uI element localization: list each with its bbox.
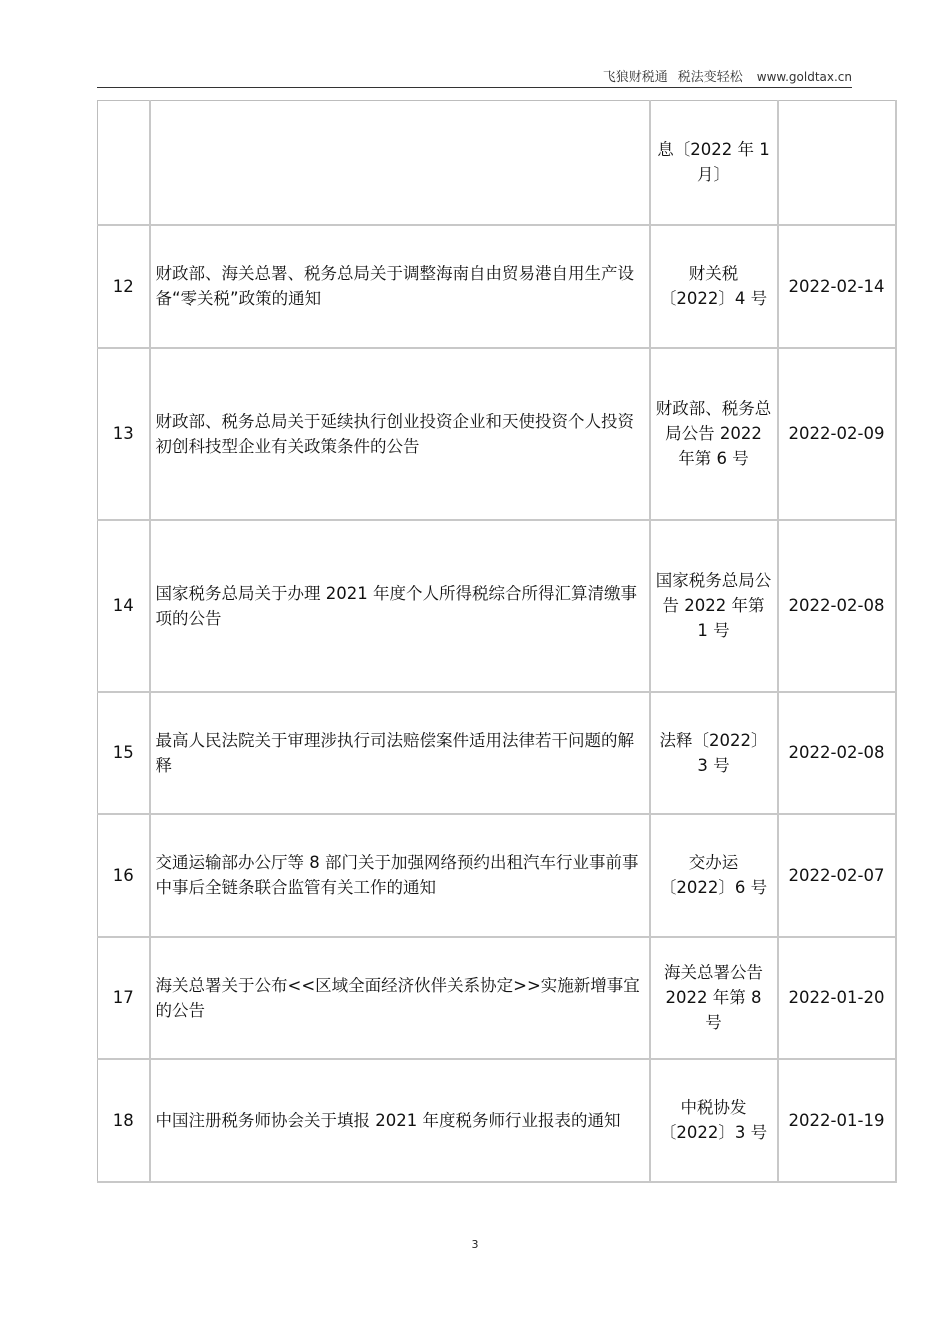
row-doc-number: 法释〔2022〕3 号 — [650, 692, 778, 814]
row-date: 2022-02-07 — [778, 814, 896, 937]
table-row — [98, 348, 896, 520]
row-number: 14 — [98, 520, 150, 692]
row-doc-number: 息〔2022 年 1 月〕 — [650, 101, 778, 225]
law-list-table — [97, 100, 897, 1183]
row-title: 交通运输部办公厅等 8 部门关于加强网络预约出租汽车行业事前事中事后全链条联合监管有关工作的通知 — [150, 814, 650, 937]
row-title: 海关总署关于公布<<区域全面经济伙伴关系协定>>实施新增事宜的公告 — [150, 937, 650, 1059]
table-row — [98, 814, 896, 937]
table-row — [98, 1059, 896, 1182]
header-slogan: 税法变轻松 — [677, 70, 743, 85]
table-row — [98, 520, 896, 692]
row-date: 2022-02-09 — [778, 348, 896, 520]
page-header — [97, 66, 852, 88]
row-date — [778, 101, 896, 225]
row-date: 2022-02-14 — [778, 225, 896, 348]
row-doc-number: 财关税〔2022〕4 号 — [650, 225, 778, 348]
row-title: 财政部、海关总署、税务总局关于调整海南自由贸易港自用生产设备“零关税”政策的通知 — [150, 225, 650, 348]
row-number — [98, 101, 150, 225]
row-number: 13 — [98, 348, 150, 520]
page-number: 3 — [471, 1238, 479, 1251]
row-title — [150, 101, 650, 225]
row-number: 12 — [98, 225, 150, 348]
row-title: 财政部、税务总局关于延续执行创业投资企业和天使投资个人投资初创科技型企业有关政策条件的公告 — [150, 348, 650, 520]
row-number: 17 — [98, 937, 150, 1059]
row-title: 国家税务总局关于办理 2021 年度个人所得税综合所得汇算清缴事项的公告 — [150, 520, 650, 692]
row-date: 2022-02-08 — [778, 692, 896, 814]
row-doc-number: 海关总署公告 2022 年第 8 号 — [650, 937, 778, 1059]
row-date: 2022-01-19 — [778, 1059, 896, 1182]
row-doc-number: 中税协发〔2022〕3 号 — [650, 1059, 778, 1182]
table-row — [98, 101, 896, 225]
row-doc-number: 国家税务总局公告 2022 年第 1 号 — [650, 520, 778, 692]
row-number: 18 — [98, 1059, 150, 1182]
row-doc-number: 财政部、税务总局公告 2022 年第 6 号 — [650, 348, 778, 520]
row-doc-number: 交办运〔2022〕6 号 — [650, 814, 778, 937]
table-row — [98, 225, 896, 348]
row-title: 中国注册税务师协会关于填报 2021 年度税务师行业报表的通知 — [150, 1059, 650, 1182]
header-brand: 飞狼财税通 — [602, 70, 668, 85]
row-number: 16 — [98, 814, 150, 937]
row-title: 最高人民法院关于审理涉执行司法赔偿案件适用法律若干问题的解释 — [150, 692, 650, 814]
table-row — [98, 692, 896, 814]
row-date: 2022-01-20 — [778, 937, 896, 1059]
table-row — [98, 937, 896, 1059]
row-date: 2022-02-08 — [778, 520, 896, 692]
header-site: www.goldtax.cn — [756, 70, 852, 84]
row-number: 15 — [98, 692, 150, 814]
